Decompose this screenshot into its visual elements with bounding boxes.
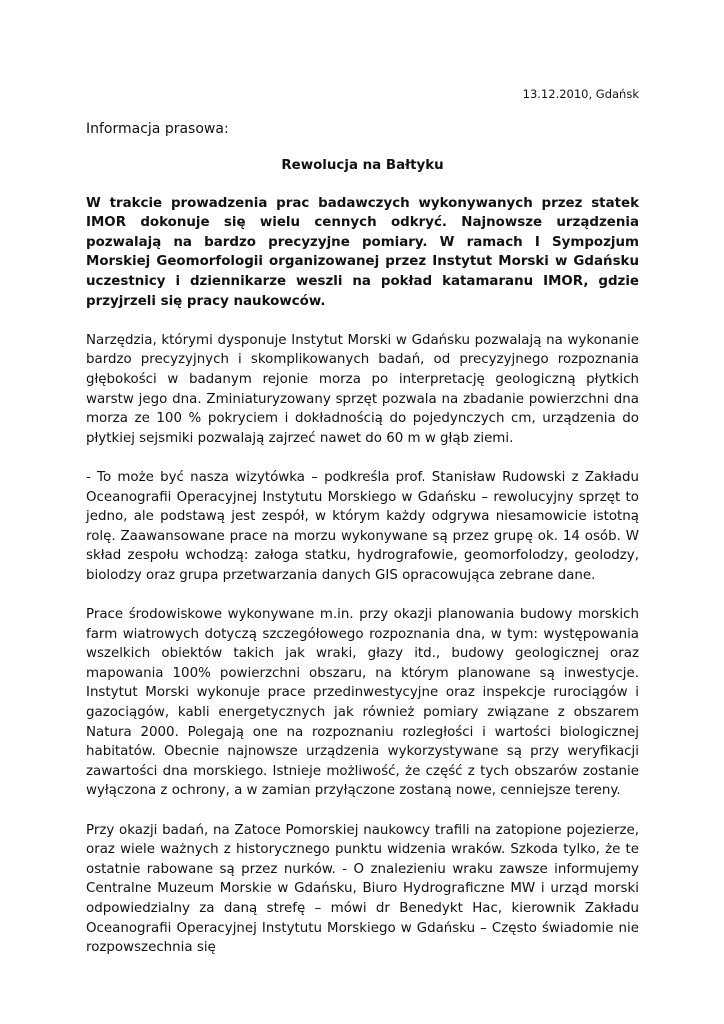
body-paragraph: Przy okazji badań, na Zatoce Pomorskiej naukowcy trafili na zatopione pojezierze, oraz wiele ważnych z historycznego punktu widzenia wraków. Szkoda tylko, że te ostatnie rabowane są przez nurków. - O znalezieniu wraku zawsze informujemy Centralne Muzeum Morskie w Gdańsku, Biuro Hydrograficzne MW i urząd morski odpowiedzialny za daną strefę – mówi dr Benedykt Hac, kierownik Zakładu Oceanografii Operacyjnej Instytutu Morskiego w Gdańsku – Często świadomie nie rozpowszechnia się <box>86 822 639 956</box>
body-paragraph: Narzędzia, którymi dysponuje Instytut Morski w Gdańsku pozwalają na wykonanie bardzo precyzyjnych i skomplikowanych badań, od precyzyjnego rozpoznania głębokości w badanym rejonie morza po interpretację geologiczną płytkich warstw jego dna. Zminiaturyzowany sprzęt pozwala na zbadanie powierzchni dna morza ze 100 % pokryciem i dokładnością do pojedynczych cm, urządzenia do płytkiej sejsmiki pozwalają zajrzeć nawet do 60 m w głąb ziemi. <box>86 332 639 446</box>
article-title: Rewolucja na Bałtyku <box>281 158 444 173</box>
press-release-page <box>86 86 639 977</box>
body-paragraph: - To może być nasza wizytówka – podkreśla prof. Stanisław Rudowski z Zakładu Oceanografii Operacyjnej Instytutu Morskiego w Gdańsku – rewolucyjny sprzęt to jedno, ale podstawą jest zespół, w którym każdy odgrywa niesamowicie istotną rolę. Zaawansowane prace na morzu wykonywane są przez grupę ok. 14 osób. W skład zespołu wchodzą: załoga statku, hydrografowie, geomorfolodzy, geolodzy, biolodzy oraz grupa przetwarzania danych GIS opracowująca zebrane dane. <box>86 469 639 583</box>
date-place: 13.12.2010, Gdańsk <box>522 87 639 101</box>
body-paragraph: Prace środowiskowe wykonywane m.in. przy okazji planowania budowy morskich farm wiatrowych dotyczą szczegółowego rozpoznania dna, w tym: występowania wszelkich obiektów takich jak wraki, głazy itd., budowy geologicznej oraz mapowania 100% powierzchni obszaru, na którym planowane są inwestycje. Instytut Morski wykonuje prace przedinwestycyjne oraz inspekcje rurociągów i gazociągów, kabli energetycznych jak również pomiary związane z obszarem Natura 2000. Polegają one na rozpoznaniu rozległości i wartości biologicznej habitatów. Obecnie najnowsze urządzenia wykorzystywane są przy weryfikacji zawartości dna morskiego. Istnieje możliwość, że część z tych obszarów zostanie wyłączona z ochrony, a w zamian przyłączone zostaną nowe, cenniejsze tereny. <box>86 607 639 799</box>
press-release-label: Informacja prasowa: <box>86 121 229 137</box>
lead-paragraph: W trakcie prowadzenia prac badawczych wykonywanych przez statek IMOR dokonuje się wielu cennych odkryć. Najnowsze urządzenia pozwalają na bardzo precyzyjne pomiary. W ramach I Sympozjum Morskiej Geomorfologii organizowanej przez Instytut Morski w Gdańsku uczestnicy i dziennikarze weszli na pokład katamaranu IMOR, gdzie przyjrzeli się pracy naukowców. <box>86 195 639 309</box>
